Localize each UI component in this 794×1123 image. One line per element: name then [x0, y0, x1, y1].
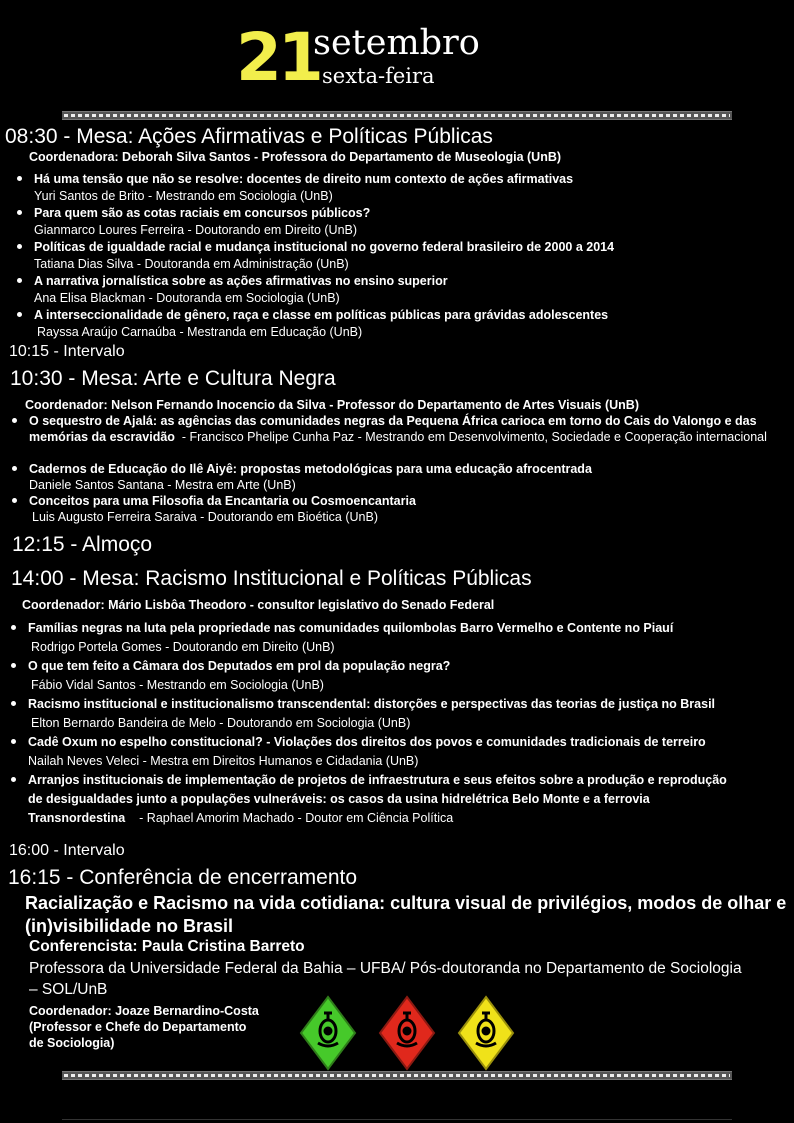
talk-title-line: Transnordestina	[28, 811, 126, 825]
conference-coordinator-line: de Sociologia)	[29, 1036, 115, 1050]
bullet-icon	[11, 739, 16, 744]
talk-author: - Raphael Amorim Machado - Doutor em Ciência Política	[139, 811, 454, 825]
talk-title: A narrativa jornalística sobre as ações afirmativas no ensino superior	[34, 274, 448, 288]
talk-title: Famílias negras na luta pela propriedade nas comunidades quilombolas Barro Vermelho e Contente no Piauí	[28, 621, 674, 635]
talk-author: Daniele Santos Santana - Mestra em Arte (UnB)	[29, 478, 296, 492]
conference-title: Racialização e Racismo na vida cotidiana: cultura visual de privilégios, modos de olhar e (in)visibilidade no Brasil	[25, 893, 787, 936]
bullet-icon	[11, 625, 16, 630]
talk-author: Elton Bernardo Bandeira de Melo - Doutorando em Sociologia (UnB)	[31, 716, 411, 730]
bullet-icon	[17, 210, 22, 215]
talk-author: Ana Elisa Blackman - Doutoranda em Sociologia (UnB)	[34, 291, 340, 305]
conference-coordinator-line: Coordenador: Joaze Bernardino-Costa	[29, 1004, 259, 1018]
bullet-icon	[17, 312, 22, 317]
talk-title-line: de desigualdades junto a populações vulneráveis: os casos da usina hidrelétrica Belo Monte e a ferrovia	[28, 792, 650, 806]
talk-entry	[28, 810, 453, 826]
bottom-rule	[62, 1119, 732, 1120]
talk-author: Tatiana Dias Silva - Doutoranda em Administração (UnB)	[34, 257, 349, 271]
talk-title-line: Arranjos institucionais de implementação de projetos de infraestrutura e seus efeitos sobre a produção e reprodução	[28, 773, 727, 787]
talk-title: O que tem feito a Câmara dos Deputados em prol da população negra?	[28, 659, 451, 673]
adinkra-diamond-icon	[299, 995, 357, 1071]
lunch-label: 12:15 - Almoço	[12, 533, 153, 556]
bullet-icon	[12, 498, 17, 503]
session-heading: 08:30 - Mesa: Ações Afirmativas e Políticas Públicas	[5, 125, 493, 148]
talk-title: Cadernos de Educação do Ilê Aiyê: propostas metodológicas para uma educação afrocentrada	[29, 462, 592, 476]
talk-author: Gianmarco Loures Ferreira - Doutorando em Direito (UnB)	[34, 223, 358, 237]
session-coordinator: Coordenador: Mário Lisbôa Theodoro - consultor legislativo do Senado Federal	[22, 598, 495, 612]
closing-heading: 16:15 - Conferência de encerramento	[8, 866, 358, 889]
talk-author: Fábio Vidal Santos - Mestrando em Sociologia (UnB)	[31, 678, 324, 692]
bullet-icon	[17, 244, 22, 249]
conference-speaker: Conferencista: Paula Cristina Barreto	[29, 938, 305, 955]
date-month: setembro	[313, 23, 480, 63]
date-day-number: 21	[236, 19, 320, 96]
adinkra-diamond-icon	[457, 995, 515, 1071]
talk-author: Yuri Santos de Brito - Mestrando em Sociologia (UnB)	[34, 189, 333, 203]
talk-author: - Francisco Phelipe Cunha Paz - Mestrando em Desenvolvimento, Sociedade e Cooperação internacional	[181, 430, 767, 444]
bullet-icon	[12, 418, 17, 423]
film-strip-divider-bottom	[62, 1071, 732, 1080]
talk-title: Políticas de igualdade racial e mudança institucional no governo federal brasileiro de 2000 a 2014	[34, 240, 615, 254]
session-coordinator: Coordenador: Nelson Fernando Inocencio da Silva - Professor do Departamento de Artes Visuais (UnB)	[25, 398, 640, 412]
session-coordinator: Coordenadora: Deborah Silva Santos - Professora do Departamento de Museologia (UnB)	[29, 150, 562, 164]
talk-title: Racismo institucional e institucionalismo transcendental: distorções e perspectivas das teorias de justiça no Brasil	[28, 697, 716, 711]
talk-author: Luis Augusto Ferreira Saraiva - Doutorando em Bioética (UnB)	[32, 510, 378, 524]
date-weekday: sexta-feira	[322, 64, 435, 88]
talk-author: Rayssa Araújo Carnaúba - Mestranda em Educação (UnB)	[37, 325, 363, 339]
bullet-icon	[11, 663, 16, 668]
adinkra-diamond-icon	[378, 995, 436, 1071]
talk-entry	[29, 413, 779, 445]
talk-title: Há uma tensão que não se resolve: docentes de direito num contexto de ações afirmativas	[34, 172, 574, 186]
session-heading: 14:00 - Mesa: Racismo Institucional e Políticas Públicas	[11, 567, 532, 590]
bullet-icon	[17, 278, 22, 283]
talk-title: Para quem são as cotas raciais em concursos públicos?	[34, 206, 371, 220]
bullet-icon	[11, 777, 16, 782]
conference-coordinator-line: (Professor e Chefe do Departamento	[29, 1020, 247, 1034]
conference-speaker-bio: Professora da Universidade Federal da Bahia – UFBA/ Pós-doutoranda no Departamento de Sociologia – SOL/UnB	[29, 960, 742, 998]
talk-title: A interseccionalidade de gênero, raça e classe em políticas públicas para grávidas adolescentes	[34, 308, 609, 322]
talk-title: Cadê Oxum no espelho constitucional? - Violações dos direitos dos povos e comunidades tradicionais de terreiro	[28, 735, 706, 749]
bullet-icon	[12, 466, 17, 471]
talk-title: Conceitos para uma Filosofia da Encantaria ou Cosmoencantaria	[29, 494, 416, 508]
talk-author: Rodrigo Portela Gomes - Doutorando em Direito (UnB)	[31, 640, 335, 654]
talk-title: O sequestro de Ajalá: as agências das comunidades negras da Pequena África carioca em torno do Cais do Valongo e das memórias da escravidão	[29, 414, 757, 444]
bullet-icon	[17, 176, 22, 181]
film-strip-divider-top	[62, 111, 732, 120]
bullet-icon	[11, 701, 16, 706]
session-heading: 10:30 - Mesa: Arte e Cultura Negra	[10, 367, 336, 390]
break-label: 16:00 - Intervalo	[9, 842, 125, 859]
break-label: 10:15 - Intervalo	[9, 343, 125, 360]
talk-author: Nailah Neves Veleci - Mestra em Direitos Humanos e Cidadania (UnB)	[28, 754, 419, 768]
